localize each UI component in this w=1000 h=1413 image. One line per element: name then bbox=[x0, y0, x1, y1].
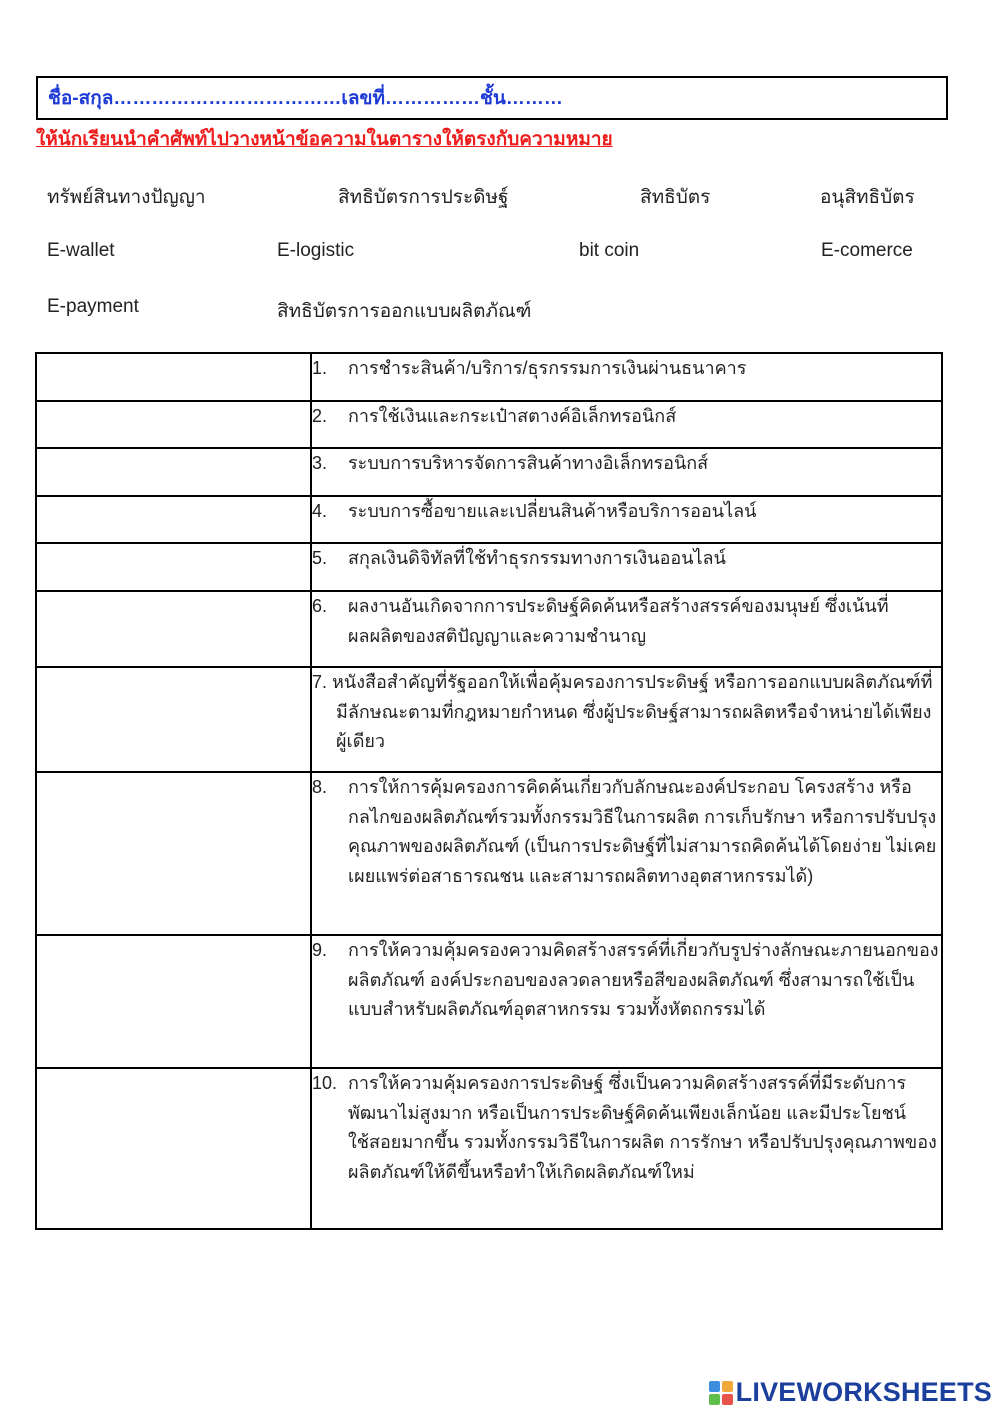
answer-drop-zone-8[interactable] bbox=[36, 772, 311, 935]
table-row bbox=[36, 591, 942, 667]
liveworksheets-logo bbox=[709, 1377, 992, 1408]
item-number: 8. bbox=[312, 777, 328, 797]
description-cell bbox=[311, 667, 942, 772]
table-row bbox=[36, 496, 942, 543]
description-cell bbox=[311, 401, 942, 448]
logo-square-orange bbox=[722, 1381, 733, 1392]
answer-drop-zone-5[interactable] bbox=[36, 543, 311, 591]
term-petty-patent[interactable]: อนุสิทธิบัตร bbox=[820, 187, 915, 208]
logo-square-red bbox=[722, 1394, 733, 1405]
item-number: 5. bbox=[312, 548, 328, 568]
item-text: การให้การคุ้มครองการคิดค้นเกี่ยวกับลักษณะองค์ประกอบ โครงสร้าง หรือกลไกของผลิตภัณฑ์รวมทั้งกรรมวิธีในการผลิต การเก็บรักษา หรือการปรับปรุงคุณภาพของผลิตภัณฑ์ (เป็นการประดิษฐ์ที่ไม่สามารถคิดค้นได้โดยง่าย ไม่เคยเผยแพร่ต่อสาธารณชน และสามารถผลิตทางอุตสาหกรรมได้) bbox=[348, 777, 937, 886]
description-cell bbox=[311, 496, 942, 543]
table-row bbox=[36, 353, 942, 401]
table-row bbox=[36, 935, 942, 1068]
description-cell bbox=[311, 935, 942, 1068]
description-cell bbox=[311, 448, 942, 496]
answer-drop-zone-2[interactable] bbox=[36, 401, 311, 448]
item-number: 3. bbox=[312, 453, 328, 473]
matching-table bbox=[35, 352, 943, 1230]
instruction-text: ให้นักเรียนนำคำศัพท์ไปวางหน้าข้อความในตารางให้ตรงกับความหมาย bbox=[36, 129, 613, 150]
term-e-payment[interactable]: E-payment bbox=[47, 296, 139, 317]
term-e-comerce[interactable]: E-comerce bbox=[821, 240, 913, 261]
item-text: การชำระสินค้า/บริการ/ธุรกรรมการเงินผ่านธนาคาร bbox=[348, 358, 747, 378]
term-design-patent[interactable]: สิทธิบัตรการออกแบบผลิตภัณฑ์ bbox=[277, 301, 532, 322]
answer-drop-zone-10[interactable] bbox=[36, 1068, 311, 1229]
term-invention-patent[interactable]: สิทธิบัตรการประดิษฐ์ bbox=[338, 187, 509, 208]
answer-drop-zone-1[interactable] bbox=[36, 353, 311, 401]
item-number: 6. bbox=[312, 596, 328, 616]
name-number-class-line: ชื่อ-สกุล………………………………เลขที่……………ชั้น……… bbox=[48, 88, 563, 109]
item-text: การใช้เงินและกระเป๋าสตางค์อิเล็กทรอนิกส์ bbox=[348, 406, 677, 426]
table-row bbox=[36, 772, 942, 935]
item-number: 4. bbox=[312, 501, 328, 521]
item-number: 2. bbox=[312, 406, 328, 426]
item-number: 10. bbox=[312, 1073, 338, 1093]
table-row bbox=[36, 1068, 942, 1229]
item-text: สกุลเงินดิจิทัลที่ใช้ทำธุรกรรมทางการเงินออนไลน์ bbox=[348, 548, 726, 568]
table-row bbox=[36, 401, 942, 448]
student-info-box bbox=[36, 76, 948, 120]
description-cell bbox=[311, 353, 942, 401]
item-text: ผลงานอันเกิดจากการประดิษฐ์คิดค้นหรือสร้างสรรค์ของมนุษย์ ซึ่งเน้นที่ผลผลิตของสติปัญญาและความชำนาญ bbox=[348, 596, 889, 646]
item-number: 9. bbox=[312, 940, 328, 960]
item-text: การให้ความคุ้มครองความคิดสร้างสรรค์ที่เกี่ยวกับรูปร่างลักษณะภายนอกของผลิตภัณฑ์ องค์ประกอบของลวดลายหรือสีของผลิตภัณฑ์ ซึ่งสามารถใช้เป็นแบบสำหรับผลิตภัณฑ์อุตสาหกรรม รวมทั้งหัตถกรรมได้ bbox=[348, 940, 939, 1019]
item-number: 7. bbox=[312, 672, 328, 692]
term-bit-coin[interactable]: bit coin bbox=[579, 240, 640, 261]
answer-drop-zone-4[interactable] bbox=[36, 496, 311, 543]
item-text: หนังสือสำคัญที่รัฐออกให้เพื่อคุ้มครองการประดิษฐ์ หรือการออกแบบผลิตภัณฑ์ที่มีลักษณะตามที่กฎหมายกำหนด ซึ่งผู้ประดิษฐ์สามารถผลิตหรือจำหน่ายได้เพียงผู้เดียว bbox=[332, 672, 933, 751]
term-patent[interactable]: สิทธิบัตร bbox=[640, 187, 711, 208]
term-intellectual-property[interactable]: ทรัพย์สินทางปัญญา bbox=[47, 187, 206, 208]
item-number: 1. bbox=[312, 358, 328, 378]
logo-mark-icon bbox=[709, 1381, 733, 1405]
table-row bbox=[36, 667, 942, 772]
term-e-wallet[interactable]: E-wallet bbox=[47, 240, 115, 261]
description-cell bbox=[311, 543, 942, 591]
description-cell bbox=[311, 772, 942, 935]
table-row bbox=[36, 543, 942, 591]
answer-drop-zone-9[interactable] bbox=[36, 935, 311, 1068]
answer-drop-zone-7[interactable] bbox=[36, 667, 311, 772]
term-e-logistic[interactable]: E-logistic bbox=[277, 240, 355, 261]
item-text: ระบบการบริหารจัดการสินค้าทางอิเล็กทรอนิกส์ bbox=[348, 453, 709, 473]
answer-drop-zone-6[interactable] bbox=[36, 591, 311, 667]
item-text: การให้ความคุ้มครองการประดิษฐ์ ซึ่งเป็นความคิดสร้างสรรค์ที่มีระดับการพัฒนาไม่สูงมาก หรือเป็นการประดิษฐ์คิดค้นเพียงเล็กน้อย และมีประโยชน์ใช้สอยมากขึ้น รวมทั้งกรรมวิธีในการผลิต การรักษา หรือปรับปรุงคุณภาพของผลิตภัณฑ์ให้ดีขึ้นหรือทำให้เกิดผลิตภัณฑ์ใหม่ bbox=[348, 1073, 937, 1182]
description-cell bbox=[311, 591, 942, 667]
logo-square-blue bbox=[709, 1381, 720, 1392]
description-cell bbox=[311, 1068, 942, 1229]
item-text: ระบบการซื้อขายและเปลี่ยนสินค้าหรือบริการออนไลน์ bbox=[348, 501, 757, 521]
logo-square-green bbox=[709, 1394, 720, 1405]
logo-text: LIVEWORKSHEETS bbox=[735, 1377, 992, 1407]
answer-drop-zone-3[interactable] bbox=[36, 448, 311, 496]
table-row bbox=[36, 448, 942, 496]
